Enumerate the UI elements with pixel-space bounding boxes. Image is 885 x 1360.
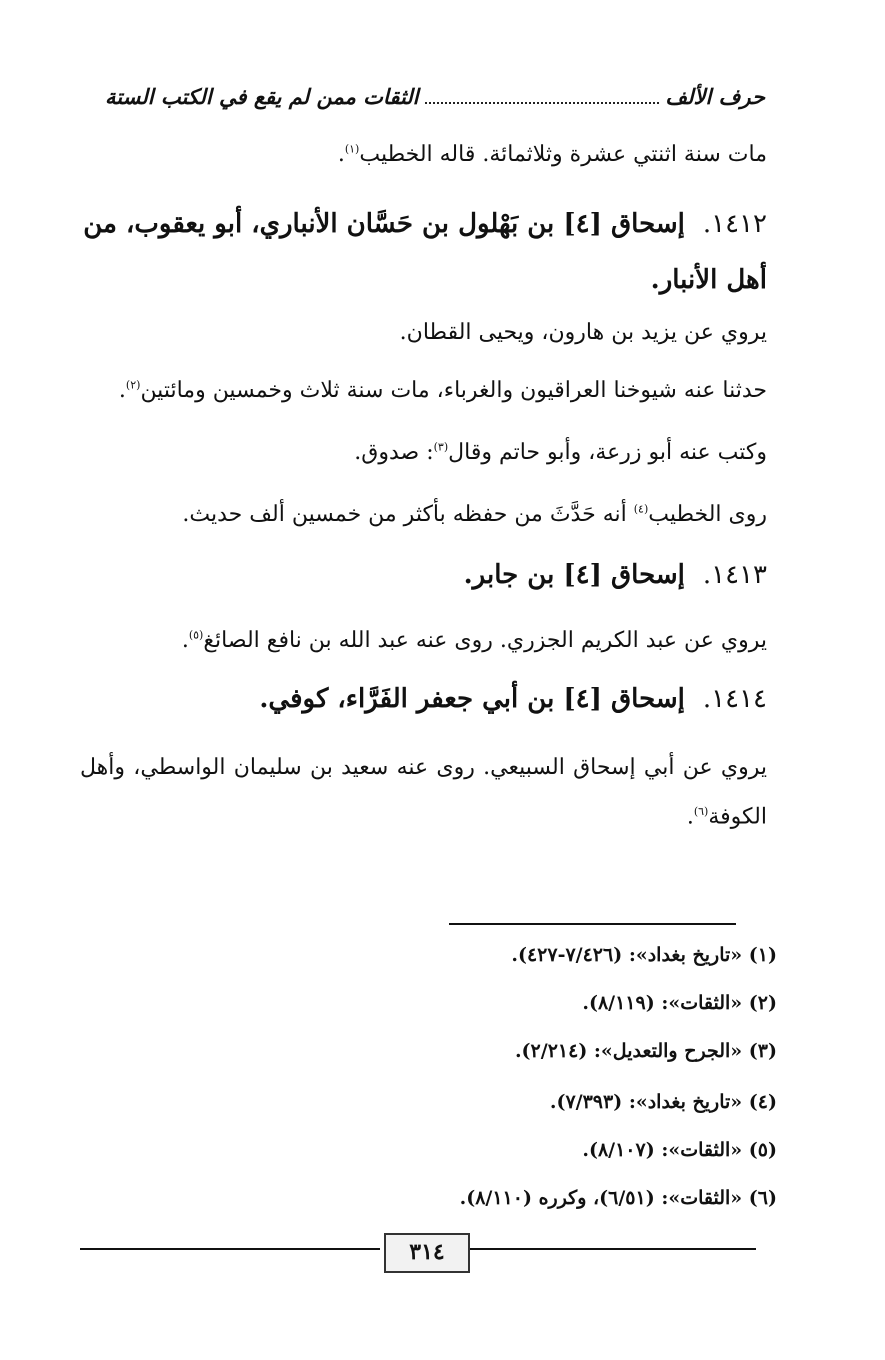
entry-1414 xyxy=(259,684,767,714)
paragraph xyxy=(400,320,767,345)
footnote-2: (٢) «الثقات»: (٨/١١٩). xyxy=(582,992,777,1014)
paragraph: يروي عن عبد الكريم الجزري. روى عنه عبد الله بن نافع الصائغ$^{(٥)}$. xyxy=(181,628,767,653)
footnote-ref: (٦) xyxy=(693,805,709,818)
paragraph-text: حدثنا عنه شيوخنا العراقيون والغرباء، مات سنة ثلاث وخمسين ومائتين xyxy=(140,378,767,403)
entry-number: ١٤١٢. xyxy=(702,209,767,239)
footnote-1: (١) «تاريخ بغداد»: (٧/٤٢٦-٤٢٧). xyxy=(511,944,777,966)
footnote-3: (٣) «الجرح والتعديل»: (٢/٢١٤). xyxy=(514,1040,777,1062)
footnote-ref: (٤) xyxy=(633,502,649,516)
paragraph-death-note: مات سنة اثنتي عشرة وثلاثمائة. قاله الخطيب$^{(١)}$. xyxy=(337,142,767,167)
footnote-ref: (٥) xyxy=(188,628,204,642)
paragraph-text: يروي عن عبد الكريم الجزري. روى عنه عبد الله بن نافع الصائغ xyxy=(203,628,767,653)
paragraph xyxy=(182,502,767,527)
paragraph-text: وكتب عنه أبو زرعة، وأبو حاتم وقال xyxy=(448,440,767,465)
page-number: ٣١٤ xyxy=(384,1233,470,1273)
header-chapter: حرف الألف xyxy=(665,84,765,109)
paragraph-text: روى الخطيب xyxy=(648,502,767,527)
entry-title: إسحاق [٤] بن أبي جعفر الفَرَّاء، كوفي. xyxy=(259,684,685,714)
entry-number: ١٤١٣. xyxy=(702,560,767,590)
paragraph-text: مات سنة اثنتي عشرة وثلاثمائة. قاله الخطيب xyxy=(359,142,767,167)
footnote-ref: (٢) xyxy=(125,378,141,392)
entry-number: ١٤١٤. xyxy=(702,684,767,714)
footnote-4: (٤) «تاريخ بغداد»: (٧/٣٩٣). xyxy=(549,1091,777,1113)
paragraph: يروي عن أبي إسحاق السبيعي. روى عنه سعيد بن سليمان الواسطي، وأهل الكوفة$^{(٦)}$. xyxy=(80,755,767,830)
paragraph-text: أنه حَدَّثَ من حفظه بأكثر من خمسين ألف حديث. xyxy=(182,502,634,527)
footnote-ref: (٣) xyxy=(433,440,449,454)
paragraph-text: يروي عن أبي إسحاق السبيعي. روى عنه سعيد بن سليمان الواسطي، وأهل الكوفة xyxy=(80,755,767,830)
footnote-ref: (١) xyxy=(344,142,360,156)
entry-title: إسحاق [٤] بن جابر. xyxy=(463,560,685,590)
running-header xyxy=(105,84,765,110)
footnote-5: (٥) «الثقات»: (٨/١٠٧). xyxy=(582,1139,777,1161)
footnote-6: (٦) «الثقات»: (٦/٥١)، وكرره (٨/١١٠). xyxy=(459,1187,777,1209)
bottom-rule-left xyxy=(80,1248,380,1250)
footnote-separator xyxy=(449,923,736,925)
bottom-rule-right xyxy=(470,1248,756,1250)
entry-1413 xyxy=(464,560,767,590)
paragraph-text: يروي عن يزيد بن هارون، ويحيى القطان. xyxy=(399,320,767,345)
paragraph-text: : صدوق. xyxy=(354,440,434,465)
paragraph: حدثنا عنه شيوخنا العراقيون والغرباء، مات سنة ثلاث وخمسين ومائتين$^{(٢)}$. xyxy=(118,378,767,403)
header-dot-leader xyxy=(425,101,660,104)
entry-1412 xyxy=(82,196,767,308)
entry-title: إسحاق [٤] بن بَهْلول بن حَسَّان الأنباري، أبو يعقوب، من أهل الأنبار. xyxy=(83,209,767,295)
header-book-title: الثقات ممن لم يقع في الكتب الستة xyxy=(105,84,419,109)
paragraph xyxy=(354,440,767,465)
